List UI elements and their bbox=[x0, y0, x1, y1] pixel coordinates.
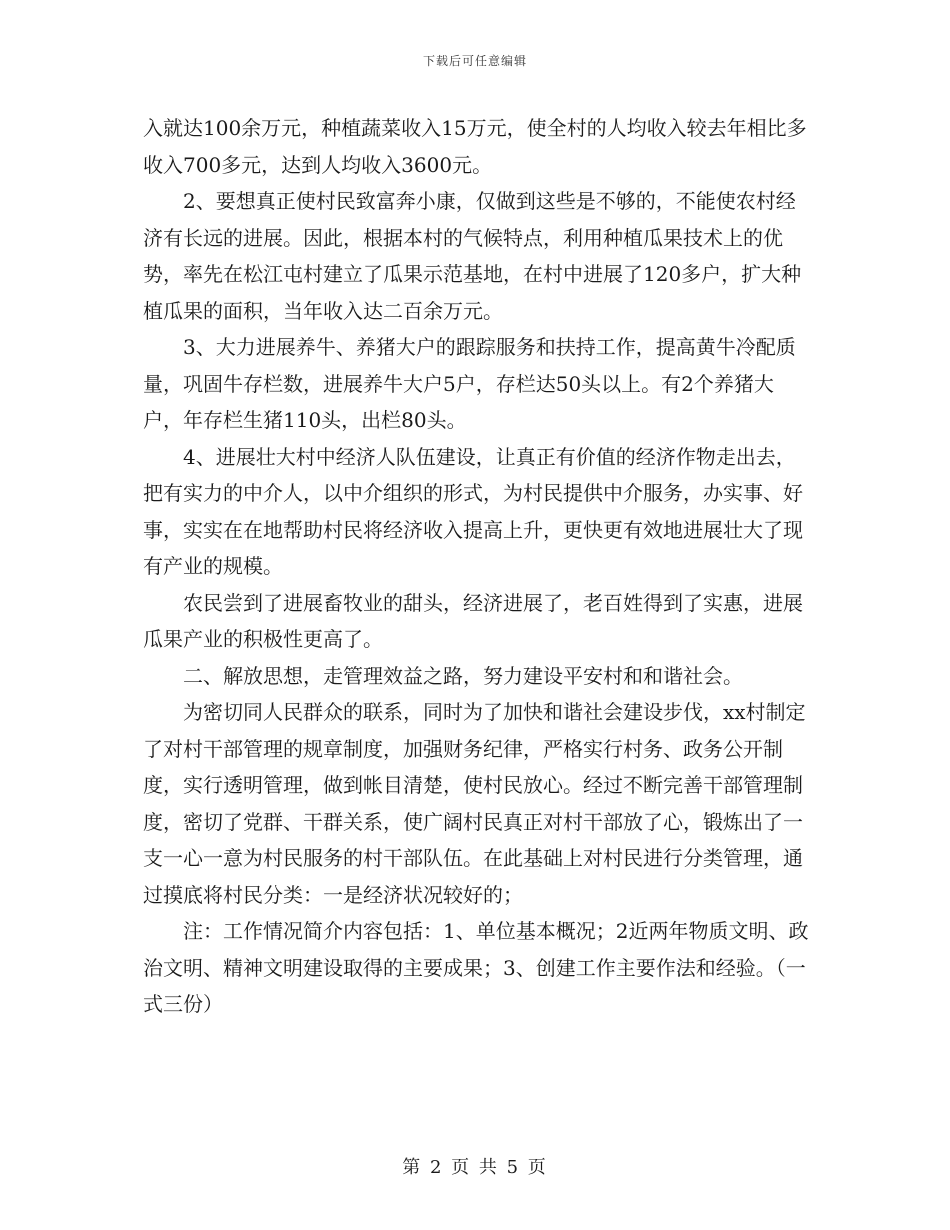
page-number: 第 2 页 共 5 页 bbox=[402, 1157, 548, 1178]
section-heading-2: 二、解放思想，走管理效益之路，努力建设平安村和和谐社会。 bbox=[183, 663, 743, 688]
paragraph-note: 注：工作情况简介内容包括：1、单位基本概况；2近两年物质文明、政治文明、精神文明建设取得的主要成果；3、创建工作主要作法和经验。（一式三份） bbox=[143, 919, 809, 1016]
paragraph-item-2: 2、要想真正使村民致富奔小康，仅做到这些是不够的，不能使农村经济有长远的进展。因此，根据本村的气候特点，利用种植瓜果技术上的优势，率先在松江屯村建立了瓜果示范基地，在村中进展了120多户，扩大种植瓜果的面积，当年收入达二百余万元。 bbox=[143, 189, 802, 323]
page-header-note: 下载后可任意编辑 bbox=[422, 54, 527, 68]
paragraph-continuation: 入就达100余万元，种植蔬菜收入15万元，使全村的人均收入较去年相比多收入700多元，达到人均收入3600元。 bbox=[143, 116, 807, 177]
paragraph-item-3: 3、大力进展养牛、养猪大户的跟踪服务和扶持工作，提高黄牛冷配质量，巩固牛存栏数，进展养牛大户5户，存栏达50头以上。有2个养猪大户，年存栏生猪110头，出栏80头。 bbox=[143, 335, 796, 432]
paragraph-farmers: 农民尝到了进展畜牧业的甜头，经济进展了，老百姓得到了实惠，进展瓜果产业的积极性更高了。 bbox=[143, 590, 803, 651]
paragraph-item-4: 4、进展壮大村中经济人队伍建设，让真正有价值的经济作物走出去，把有实力的中介人，以中介组织的形式，为村民提供中介服务，办实事、好事，实实在在地帮助村民将经济收入提高上升，更快更有效地进展壮大了现有产业的规模。 bbox=[143, 444, 803, 578]
document-body bbox=[143, 110, 813, 1023]
paragraph-management: 为密切同人民群众的联系，同时为了加快和谐社会建设步伐，xx村制定了对村干部管理的规章制度，加强财务纪律，严格实行村务、政务公开制度，实行透明管理，做到帐目清楚，使村民放心。经过不断完善干部管理制度，密切了党群、干群关系，使广阔村民真正对村干部放了心，锻炼出了一支一心一意为村民服务的村干部队伍。在此基础上对村民进行分类管理，通过摸底将村民分类：一是经济状况较好的； bbox=[143, 700, 806, 907]
